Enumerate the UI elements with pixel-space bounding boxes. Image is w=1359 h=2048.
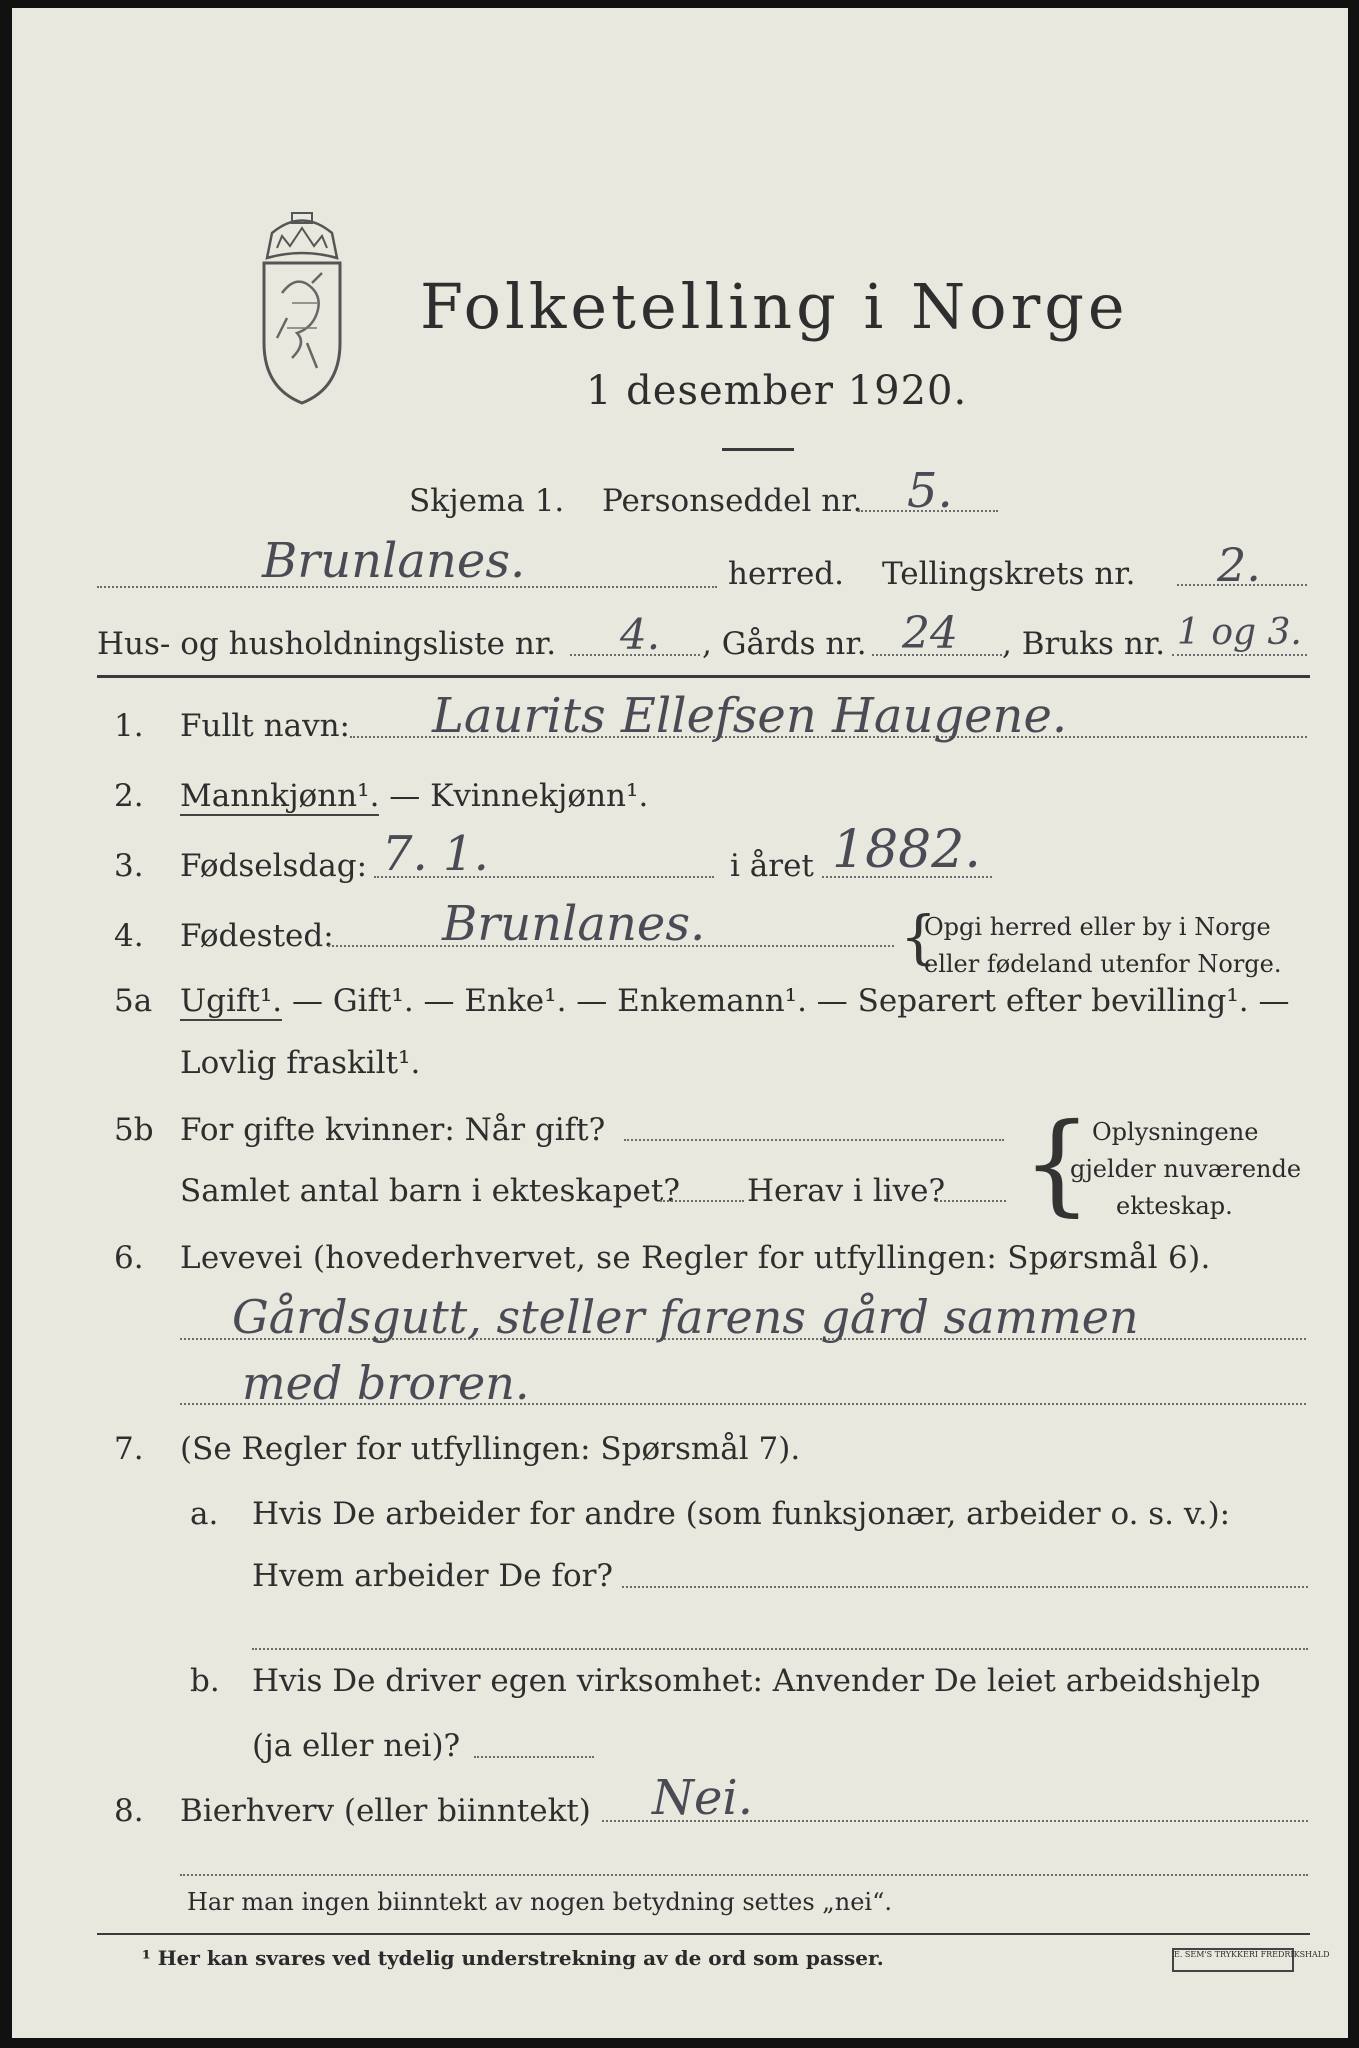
title-divider	[722, 448, 794, 451]
herred-value[interactable]: Brunlanes.	[262, 533, 526, 589]
q4-label: Fødested:	[180, 918, 334, 954]
q7a-line1: Hvis De arbeider for andre (som funksjonær, arbeider o. s. v.):	[252, 1496, 1231, 1532]
herred-label: herred.	[728, 556, 844, 592]
q3-birthday[interactable]: 7. 1.	[382, 826, 489, 882]
bruks-value[interactable]: 1 og 3.	[1177, 612, 1302, 653]
footer-note: Har man ingen biinntekt av nogen betydning settes „nei“.	[187, 1888, 892, 1916]
q8-value[interactable]: Nei.	[652, 1770, 754, 1826]
q1-number: 1.	[114, 708, 144, 744]
q5b-children-line	[660, 1200, 744, 1202]
gards-value[interactable]: 24	[902, 608, 958, 659]
q7a-line2: Hvem arbeider De for?	[252, 1558, 614, 1594]
bruks-label: , Bruks nr.	[1002, 626, 1166, 662]
printer-mark	[1172, 1948, 1330, 1972]
q4-note-line2: eller fødeland utenfor Norge.	[924, 950, 1282, 978]
page-title: Folketelling i Norge	[420, 270, 1129, 343]
q7-label: (Se Regler for utfyllingen: Spørsmål 7).	[180, 1431, 801, 1467]
q5b-alive-line	[936, 1200, 1006, 1202]
q6-number: 6.	[114, 1240, 144, 1276]
personseddel-label: Personseddel nr.	[602, 483, 863, 519]
bruks-line	[1172, 654, 1307, 656]
q6-occupation-line2[interactable]: med broren.	[242, 1356, 530, 1410]
footer-rule	[97, 1933, 1310, 1935]
q4-brace: {	[900, 903, 937, 971]
printer-text: E. SEM'S TRYKKERI FREDRIKSHALD	[1174, 1950, 1330, 1959]
q1-full-name[interactable]: Laurits Ellefsen Haugene.	[432, 688, 1068, 744]
q5a-number: 5a	[114, 983, 153, 1019]
q3-year-label: i året	[730, 848, 814, 884]
q7a-extra-line	[252, 1648, 1308, 1650]
q4-birthplace[interactable]: Brunlanes.	[442, 896, 706, 952]
q5b-line2a: Samlet antal barn i ekteskapet?	[180, 1173, 680, 1209]
hus-label: Hus- og husholdningsliste nr.	[97, 626, 557, 662]
q7a-number: a.	[190, 1496, 219, 1532]
personseddel-value[interactable]: 5.	[907, 463, 953, 519]
q8-extra-line	[180, 1874, 1308, 1876]
q5b-note2: gjelder nuværende	[1070, 1155, 1302, 1183]
q2-number: 2.	[114, 778, 144, 814]
schema-label: Skjema 1.	[409, 483, 565, 519]
q2-female-label: Kvinnekjønn¹.	[430, 778, 649, 814]
q3-label: Fødselsdag:	[180, 848, 368, 884]
q3-number: 3.	[114, 848, 144, 884]
q8-number: 8.	[114, 1793, 144, 1829]
q7b-line2: (ja eller nei)?	[252, 1728, 461, 1764]
footnote: ¹ Her kan svares ved tydelig understrekning av de ord som passer.	[142, 1946, 884, 1970]
gards-label: , Gårds nr.	[702, 626, 867, 662]
q5b-note1: Oplysningene	[1092, 1118, 1259, 1146]
q7a-employer-line	[622, 1586, 1308, 1588]
q5a-options[interactable]	[180, 983, 1289, 1019]
q5b-note3: ekteskap.	[1116, 1192, 1233, 1220]
q7b-answer-line	[474, 1756, 594, 1758]
q2-male-label: Mannkjønn¹.	[180, 778, 380, 814]
q3-year-value[interactable]: 1882.	[832, 820, 981, 880]
census-date: 1 desember 1920.	[586, 368, 968, 414]
census-form-page	[12, 8, 1348, 2038]
q8-label: Bierhverv (eller biinntekt)	[180, 1793, 591, 1829]
q2-separator: —	[379, 778, 431, 814]
hus-value[interactable]: 4.	[620, 610, 661, 659]
q2-male-option[interactable]	[180, 778, 648, 814]
q7b-line1: Hvis De driver egen virksomhet: Anvender De leiet arbeidshjelp	[252, 1663, 1261, 1699]
q7b-number: b.	[190, 1663, 220, 1699]
q5b-brace: {	[1022, 1099, 1092, 1227]
tellingskrets-value[interactable]: 2.	[1217, 538, 1261, 592]
q5b-married-line	[624, 1139, 1004, 1141]
q5a-ugift: Ugift¹.	[180, 983, 283, 1019]
q5a-other-options: — Gift¹. — Enke¹. — Enkemann¹. — Separert efter bevilling¹. —	[282, 983, 1290, 1019]
q5b-line2b: Herav i live?	[747, 1173, 946, 1209]
q5b-line1: For gifte kvinner: Når gift?	[180, 1112, 606, 1148]
q5a-line2: Lovlig fraskilt¹.	[180, 1045, 421, 1081]
q4-note-line1: Opgi herred eller by i Norge	[924, 913, 1271, 941]
q1-label: Fullt navn:	[180, 708, 350, 744]
q7-number: 7.	[114, 1431, 144, 1467]
q6-label: Levevei (hovederhvervet, se Regler for utfyllingen: Spørsmål 6).	[180, 1240, 1211, 1276]
header-separator	[97, 675, 1310, 678]
q4-number: 4.	[114, 918, 144, 954]
q5b-number: 5b	[114, 1112, 154, 1148]
q6-occupation-line1[interactable]: Gårdsgutt, steller farens gård sammen	[232, 1290, 1139, 1344]
coat-of-arms-icon	[252, 203, 352, 413]
tellingskrets-label: Tellingskrets nr.	[882, 556, 1136, 592]
